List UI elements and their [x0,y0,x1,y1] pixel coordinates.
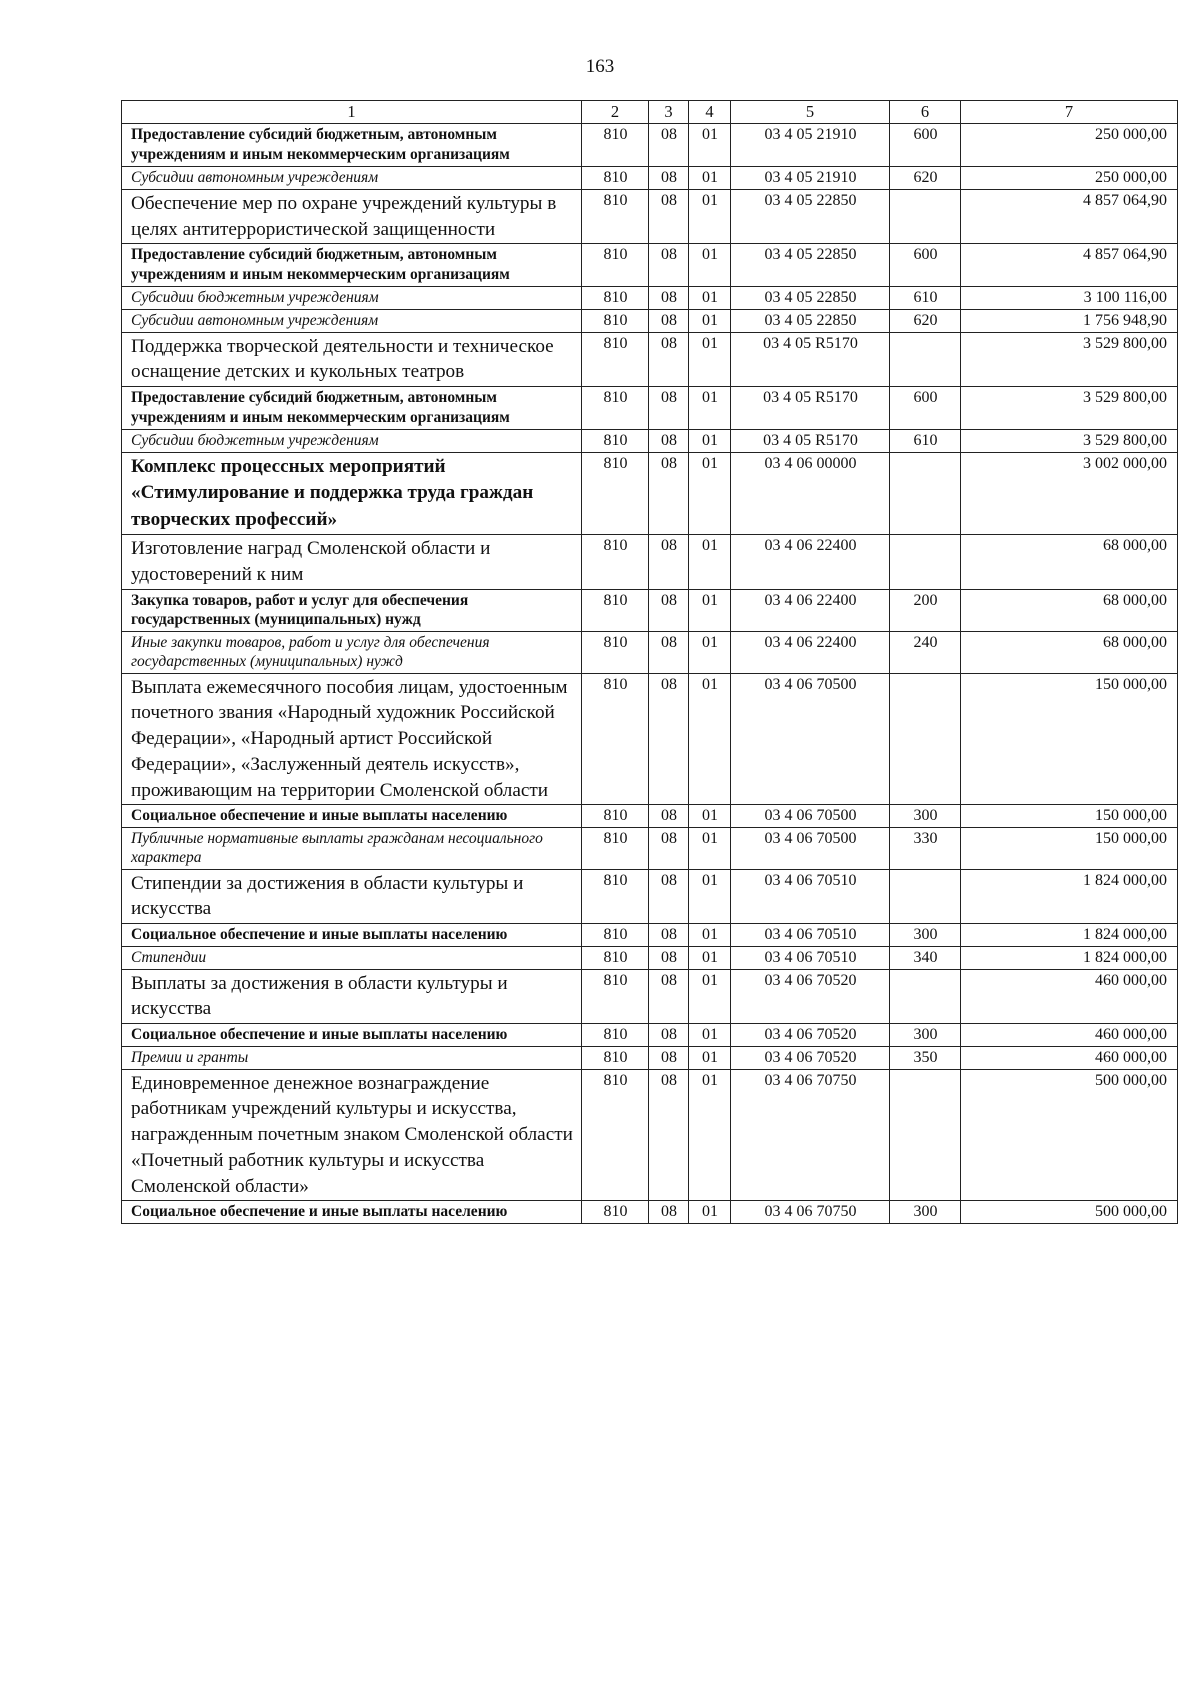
row-name: Социальное обеспечение и иные выплаты населению [122,805,582,828]
row-name: Премии и гранты [122,1046,582,1069]
row-amount: 460 000,00 [961,969,1178,1023]
row-admin-code: 810 [582,805,649,828]
row-expense-type: 620 [890,167,961,190]
table-row [122,535,1178,589]
header-col-6: 6 [890,101,961,124]
table-row [122,946,1178,969]
row-subsection: 01 [689,287,731,310]
row-amount: 500 000,00 [961,1069,1178,1201]
row-admin-code: 810 [582,1046,649,1069]
row-expense-type: 600 [890,387,961,430]
row-amount: 68 000,00 [961,632,1178,673]
row-amount: 3 529 800,00 [961,429,1178,452]
row-subsection: 01 [689,969,731,1023]
row-admin-code: 810 [582,309,649,332]
row-subsection: 01 [689,923,731,946]
row-target-article: 03 4 06 70500 [731,805,890,828]
table-row [122,1046,1178,1069]
row-amount: 68 000,00 [961,589,1178,632]
header-col-5: 5 [731,101,890,124]
row-expense-type: 340 [890,946,961,969]
row-amount: 3 529 800,00 [961,332,1178,386]
row-amount: 3 529 800,00 [961,387,1178,430]
row-subsection: 01 [689,244,731,287]
row-name: Субсидии бюджетным учреждениям [122,429,582,452]
row-amount: 460 000,00 [961,1024,1178,1047]
row-target-article: 03 4 05 R5170 [731,429,890,452]
row-subsection: 01 [689,189,731,243]
table-row [122,1069,1178,1201]
header-col-4: 4 [689,101,731,124]
row-name: Единовременное денежное вознаграждение работникам учреждений культуры и искусства, награжденным почетным знаком Смоленской области «Почетный работник культуры и искусства Смоленской области» [122,1069,582,1201]
table-row [122,632,1178,673]
row-admin-code: 810 [582,452,649,535]
table-row [122,429,1178,452]
row-amount: 250 000,00 [961,124,1178,167]
row-target-article: 03 4 05 21910 [731,124,890,167]
row-expense-type: 300 [890,923,961,946]
row-section: 08 [649,1201,689,1224]
row-expense-type [890,189,961,243]
row-admin-code: 810 [582,189,649,243]
row-subsection: 01 [689,309,731,332]
row-expense-type: 300 [890,805,961,828]
table-row [122,124,1178,167]
row-admin-code: 810 [582,589,649,632]
row-subsection: 01 [689,805,731,828]
table-row [122,244,1178,287]
row-target-article: 03 4 06 70510 [731,923,890,946]
row-target-article: 03 4 06 70510 [731,946,890,969]
row-admin-code: 810 [582,946,649,969]
row-section: 08 [649,1069,689,1201]
row-subsection: 01 [689,535,731,589]
row-expense-type [890,535,961,589]
table-row [122,1024,1178,1047]
row-name: Стипендии [122,946,582,969]
row-admin-code: 810 [582,429,649,452]
row-section: 08 [649,969,689,1023]
table-row [122,673,1178,805]
row-target-article: 03 4 05 21910 [731,167,890,190]
table-row [122,805,1178,828]
header-col-1: 1 [122,101,582,124]
row-subsection: 01 [689,452,731,535]
row-expense-type: 610 [890,287,961,310]
row-section: 08 [649,124,689,167]
row-target-article: 03 4 05 22850 [731,244,890,287]
row-expense-type: 600 [890,124,961,167]
row-amount: 460 000,00 [961,1046,1178,1069]
row-target-article: 03 4 05 22850 [731,309,890,332]
table-row [122,923,1178,946]
row-section: 08 [649,387,689,430]
row-subsection: 01 [689,167,731,190]
row-section: 08 [649,805,689,828]
row-amount: 150 000,00 [961,805,1178,828]
row-subsection: 01 [689,1069,731,1201]
row-target-article: 03 4 05 22850 [731,287,890,310]
row-admin-code: 810 [582,332,649,386]
row-expense-type [890,452,961,535]
row-section: 08 [649,535,689,589]
row-expense-type [890,332,961,386]
row-expense-type: 240 [890,632,961,673]
row-subsection: 01 [689,632,731,673]
row-admin-code: 810 [582,124,649,167]
row-target-article: 03 4 05 22850 [731,189,890,243]
row-amount: 1 756 948,90 [961,309,1178,332]
row-amount: 4 857 064,90 [961,244,1178,287]
table-row [122,332,1178,386]
row-admin-code: 810 [582,673,649,805]
row-amount: 3 100 116,00 [961,287,1178,310]
header-col-7: 7 [961,101,1178,124]
row-section: 08 [649,632,689,673]
row-section: 08 [649,828,689,869]
row-admin-code: 810 [582,1024,649,1047]
row-section: 08 [649,1024,689,1047]
row-name: Субсидии бюджетным учреждениям [122,287,582,310]
row-amount: 150 000,00 [961,828,1178,869]
row-name: Стипендии за достижения в области культуры и искусства [122,869,582,923]
row-target-article: 03 4 06 70500 [731,673,890,805]
row-name: Комплекс процессных мероприятий «Стимулирование и поддержка труда граждан творческих профессий» [122,452,582,535]
row-section: 08 [649,589,689,632]
row-amount: 68 000,00 [961,535,1178,589]
row-target-article: 03 4 06 70750 [731,1201,890,1224]
table-row [122,287,1178,310]
row-target-article: 03 4 06 70500 [731,828,890,869]
row-name: Предоставление субсидий бюджетным, автономным учреждениям и иным некоммерческим организациям [122,124,582,167]
row-admin-code: 810 [582,923,649,946]
row-name: Публичные нормативные выплаты гражданам несоциального характера [122,828,582,869]
row-subsection: 01 [689,387,731,430]
row-amount: 4 857 064,90 [961,189,1178,243]
table-row [122,1201,1178,1224]
row-target-article: 03 4 05 R5170 [731,387,890,430]
row-target-article: 03 4 06 70520 [731,969,890,1023]
row-section: 08 [649,167,689,190]
row-section: 08 [649,923,689,946]
row-expense-type: 610 [890,429,961,452]
row-subsection: 01 [689,332,731,386]
table-row [122,452,1178,535]
row-admin-code: 810 [582,244,649,287]
row-admin-code: 810 [582,535,649,589]
row-subsection: 01 [689,673,731,805]
row-name: Социальное обеспечение и иные выплаты населению [122,923,582,946]
row-admin-code: 810 [582,1069,649,1201]
table-row [122,309,1178,332]
row-expense-type: 600 [890,244,961,287]
row-name: Субсидии автономным учреждениям [122,309,582,332]
row-expense-type [890,673,961,805]
row-admin-code: 810 [582,869,649,923]
row-name: Изготовление наград Смоленской области и удостоверений к ним [122,535,582,589]
row-amount: 500 000,00 [961,1201,1178,1224]
row-section: 08 [649,673,689,805]
row-section: 08 [649,332,689,386]
row-expense-type [890,969,961,1023]
row-name: Социальное обеспечение и иные выплаты населению [122,1024,582,1047]
budget-table [121,100,1178,1224]
row-admin-code: 810 [582,969,649,1023]
row-subsection: 01 [689,828,731,869]
row-target-article: 03 4 06 22400 [731,535,890,589]
row-subsection: 01 [689,1024,731,1047]
row-section: 08 [649,189,689,243]
table-row [122,167,1178,190]
row-target-article: 03 4 06 22400 [731,589,890,632]
row-name: Выплаты за достижения в области культуры и искусства [122,969,582,1023]
row-subsection: 01 [689,869,731,923]
header-col-2: 2 [582,101,649,124]
table-row [122,869,1178,923]
row-target-article: 03 4 05 R5170 [731,332,890,386]
row-name: Обеспечение мер по охране учреждений культуры в целях антитеррористической защищенности [122,189,582,243]
row-amount: 150 000,00 [961,673,1178,805]
row-subsection: 01 [689,589,731,632]
header-row [122,101,1178,124]
row-amount: 1 824 000,00 [961,869,1178,923]
row-admin-code: 810 [582,287,649,310]
row-section: 08 [649,869,689,923]
row-subsection: 01 [689,1201,731,1224]
row-section: 08 [649,946,689,969]
row-name: Предоставление субсидий бюджетным, автономным учреждениям и иным некоммерческим организациям [122,387,582,430]
row-name: Субсидии автономным учреждениям [122,167,582,190]
row-section: 08 [649,452,689,535]
table-body [122,124,1178,1224]
row-name: Иные закупки товаров, работ и услуг для обеспечения государственных (муниципальных) нужд [122,632,582,673]
row-expense-type: 300 [890,1201,961,1224]
row-amount: 3 002 000,00 [961,452,1178,535]
row-section: 08 [649,1046,689,1069]
row-name: Поддержка творческой деятельности и техническое оснащение детских и кукольных театров [122,332,582,386]
header-col-3: 3 [649,101,689,124]
row-subsection: 01 [689,429,731,452]
row-expense-type: 200 [890,589,961,632]
row-expense-type [890,869,961,923]
row-subsection: 01 [689,124,731,167]
table-row [122,828,1178,869]
row-name: Социальное обеспечение и иные выплаты населению [122,1201,582,1224]
row-section: 08 [649,429,689,452]
row-expense-type: 620 [890,309,961,332]
table-row [122,189,1178,243]
row-amount: 250 000,00 [961,167,1178,190]
row-target-article: 03 4 06 70520 [731,1046,890,1069]
row-expense-type: 300 [890,1024,961,1047]
row-section: 08 [649,287,689,310]
row-admin-code: 810 [582,828,649,869]
row-name: Закупка товаров, работ и услуг для обеспечения государственных (муниципальных) нужд [122,589,582,632]
row-target-article: 03 4 06 70520 [731,1024,890,1047]
row-target-article: 03 4 06 70510 [731,869,890,923]
row-amount: 1 824 000,00 [961,946,1178,969]
row-admin-code: 810 [582,632,649,673]
row-subsection: 01 [689,1046,731,1069]
table-row [122,969,1178,1023]
row-amount: 1 824 000,00 [961,923,1178,946]
page-number: 163 [585,56,615,77]
row-target-article: 03 4 06 00000 [731,452,890,535]
row-target-article: 03 4 06 70750 [731,1069,890,1201]
row-expense-type [890,1069,961,1201]
row-expense-type: 350 [890,1046,961,1069]
row-section: 08 [649,309,689,332]
row-name: Предоставление субсидий бюджетным, автономным учреждениям и иным некоммерческим организациям [122,244,582,287]
row-name: Выплата ежемесячного пособия лицам, удостоенным почетного звания «Народный художник Российской Федерации», «Народный артист Российской Федерации», «Заслуженный деятель искусств», проживающим на территории Смоленской области [122,673,582,805]
table-row [122,387,1178,430]
row-subsection: 01 [689,946,731,969]
row-admin-code: 810 [582,387,649,430]
row-expense-type: 330 [890,828,961,869]
row-admin-code: 810 [582,1201,649,1224]
row-admin-code: 810 [582,167,649,190]
row-target-article: 03 4 06 22400 [731,632,890,673]
table-row [122,589,1178,632]
row-section: 08 [649,244,689,287]
